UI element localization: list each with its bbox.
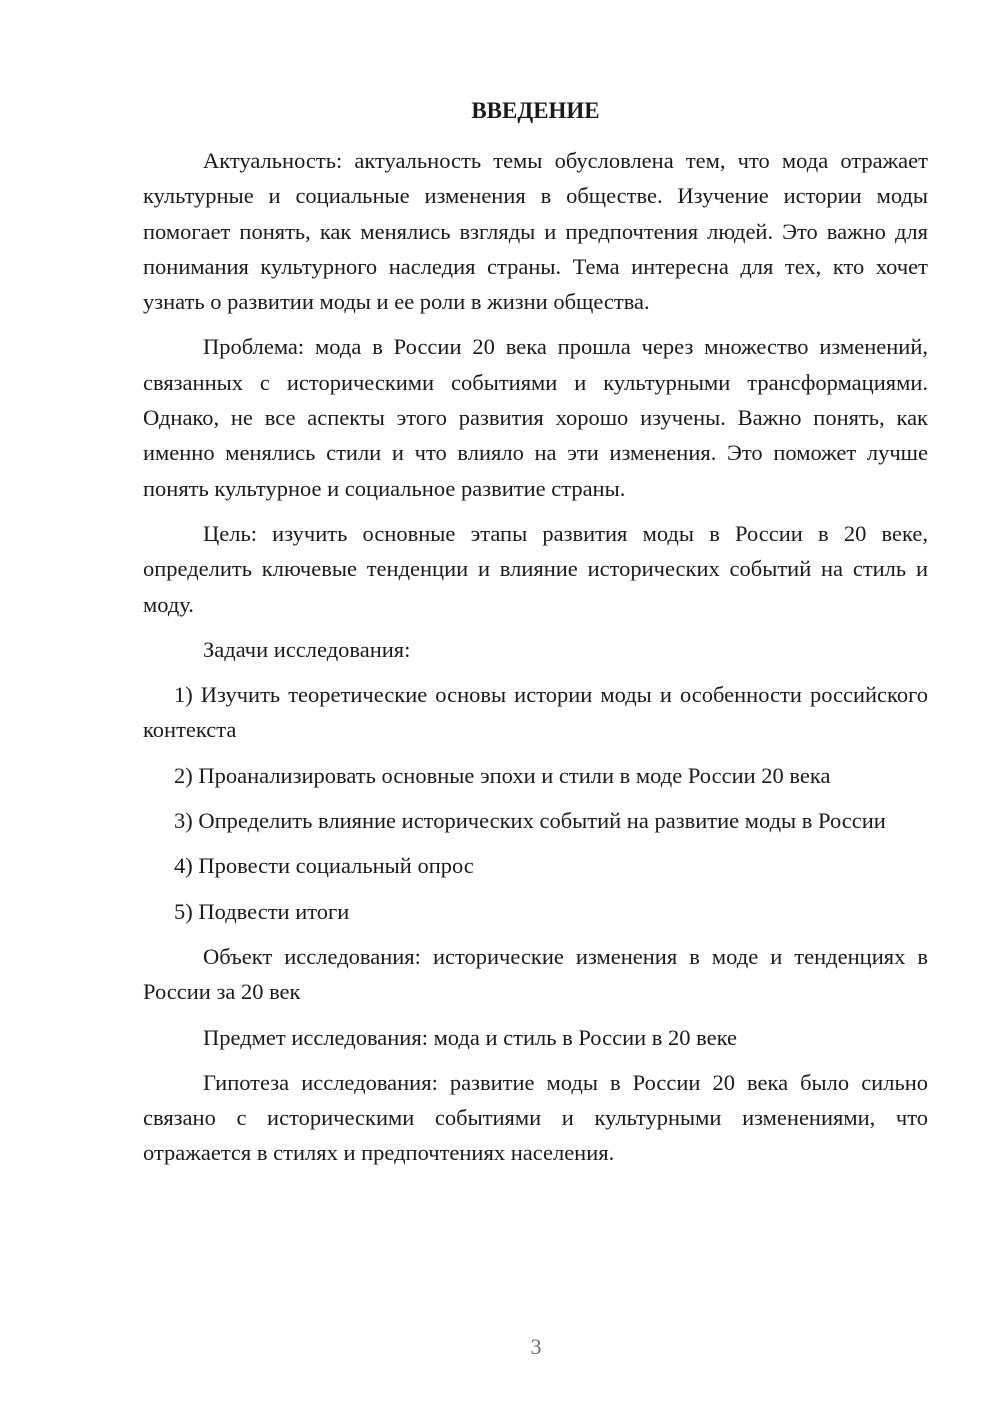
task-item-2: 2) Проанализировать основные эпохи и стили в моде России 20 века: [174, 762, 831, 788]
object-paragraph: Объект исследования: исторические изменения в моде и тенденциях в России за 20 век: [143, 943, 928, 1005]
task-item-4: 4) Провести социальный опрос: [174, 853, 474, 879]
page-title: ВВЕДЕНИЕ: [471, 98, 600, 123]
hypothesis-paragraph: Гипотеза исследования: развитие моды в России 20 века было сильно связано с историческими событиями и культурными изменениями, что отражается в стилях и предпочтениях населения.: [143, 1069, 928, 1166]
task-item-3: 3) Определить влияние исторических событий на развитие моды в России: [174, 808, 886, 834]
tasks-heading: Задачи исследования:: [203, 636, 411, 662]
document-body: [143, 143, 928, 1181]
task-item-1: 1) Изучить теоретические основы истории моды и особенности российского контекста: [143, 682, 928, 743]
subject-paragraph: Предмет исследования: мода и стиль в России в 20 веке: [203, 1024, 738, 1050]
task-item-5: 5) Подвести итоги: [174, 898, 350, 924]
problem-paragraph: Проблема: мода в России 20 века прошла через множество изменений, связанных с историческими событиями и культурными трансформациями. Однако, не все аспекты этого развития хорошо изучены. Важно понять, как именно менялись стили и что влияло на эти изменения. Это поможет лучше понять культурное и социальное развитие страны.: [143, 334, 928, 501]
page-number: 3: [530, 1334, 542, 1359]
relevance-paragraph: Актуальность: актуальность темы обусловлена тем, что мода отражает культурные и социальные изменения в обществе. Изучение истории моды помогает понять, как менялись взгляды и предпочтения людей. Это важно для понимания культурного наследия страны. Тема интересна для тех, кто хочет узнать о развитии моды и ее роли в жизни общества.: [143, 148, 928, 315]
goal-paragraph: Цель: изучить основные этапы развития моды в России в 20 веке, определить ключевые тенденции и влияние исторических событий на стиль и моду.: [143, 520, 928, 617]
